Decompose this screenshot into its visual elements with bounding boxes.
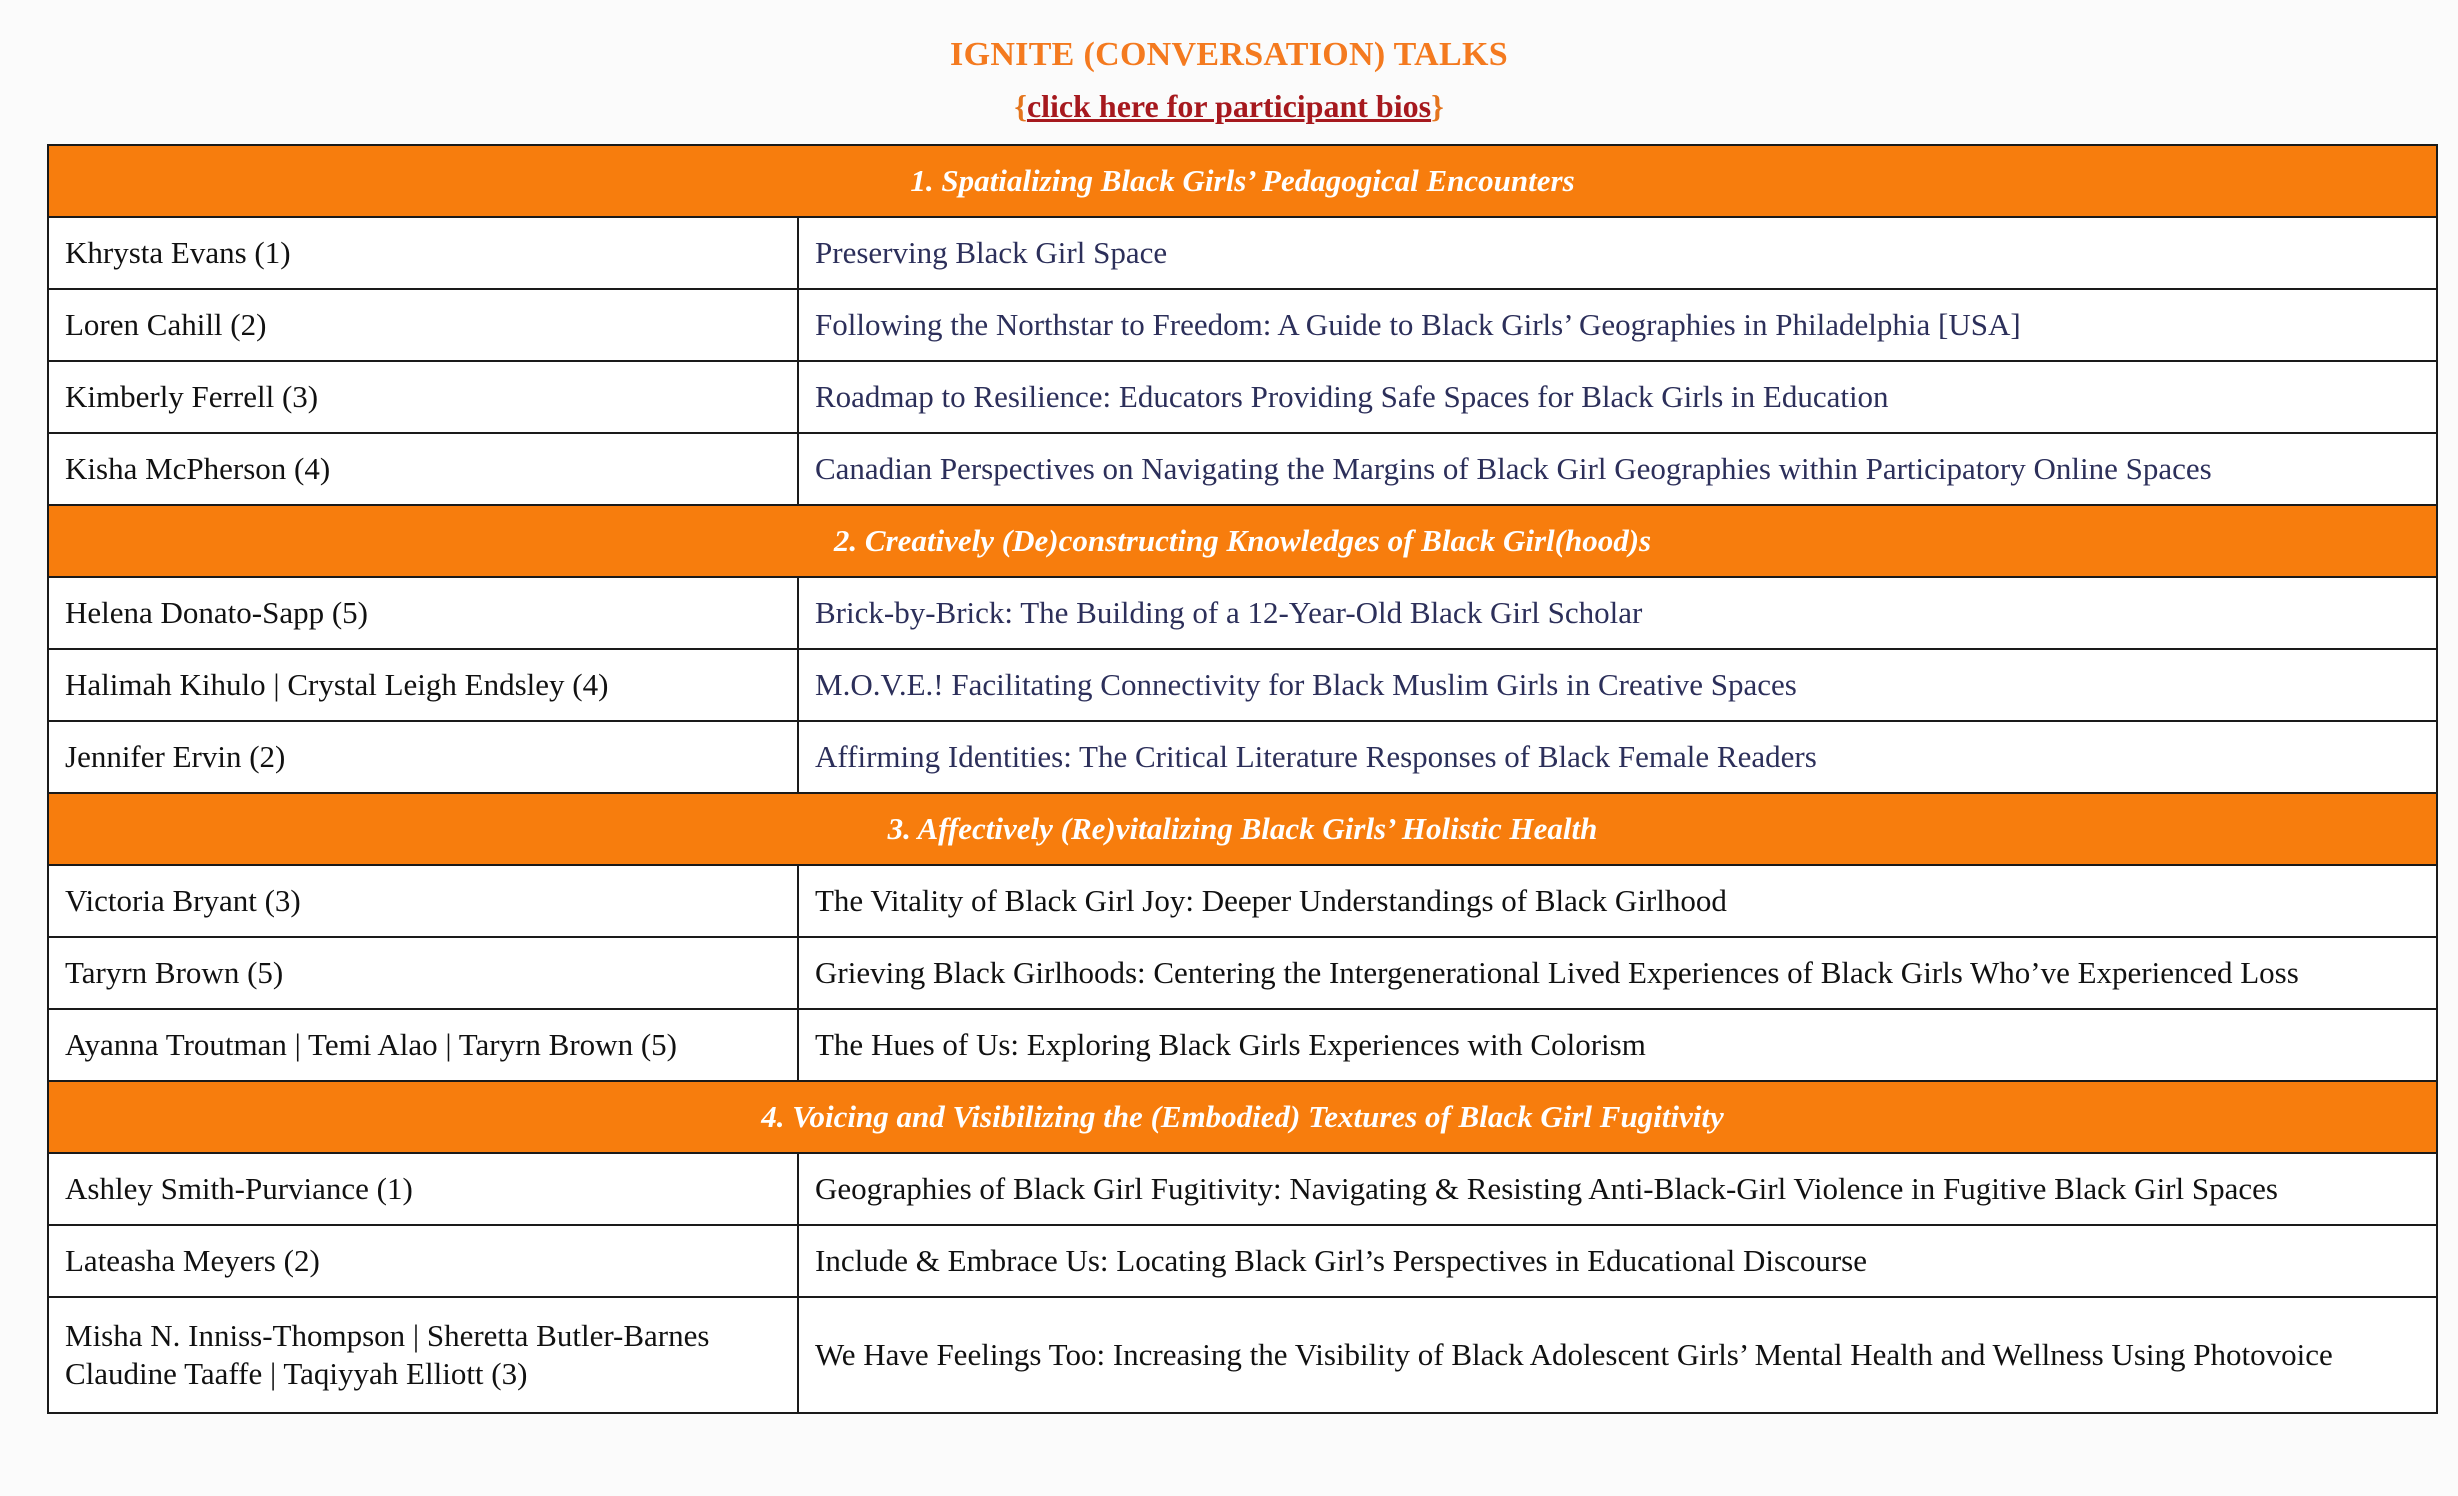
table-row bbox=[48, 721, 2437, 793]
table-row bbox=[48, 433, 2437, 505]
section-header-row bbox=[48, 505, 2437, 577]
table-row bbox=[48, 361, 2437, 433]
section-header-row bbox=[48, 145, 2437, 217]
brace-open: { bbox=[1014, 88, 1027, 124]
table-row bbox=[48, 1225, 2437, 1297]
talk-title-cell: Roadmap to Resilience: Educators Providing Safe Spaces for Black Girls in Education bbox=[798, 361, 2437, 433]
table-row bbox=[48, 649, 2437, 721]
section-heading: 4. Voicing and Visibilizing the (Embodied) Textures of Black Girl Fugitivity bbox=[48, 1081, 2437, 1153]
section-header-row bbox=[48, 793, 2437, 865]
presenter-cell: Victoria Bryant (3) bbox=[48, 865, 798, 937]
table-row bbox=[48, 577, 2437, 649]
presenter-cell: Ashley Smith-Purviance (1) bbox=[48, 1153, 798, 1225]
presenter-cell: Ayanna Troutman | Temi Alao | Taryrn Brown (5) bbox=[48, 1009, 798, 1081]
presenter-cell: Halimah Kihulo | Crystal Leigh Endsley (4) bbox=[48, 649, 798, 721]
presenter-cell: Kimberly Ferrell (3) bbox=[48, 361, 798, 433]
section-heading: 1. Spatializing Black Girls’ Pedagogical Encounters bbox=[48, 145, 2437, 217]
talk-title-cell: M.O.V.E.! Facilitating Connectivity for Black Muslim Girls in Creative Spaces bbox=[798, 649, 2437, 721]
talk-title-cell: We Have Feelings Too: Increasing the Visibility of Black Adolescent Girls’ Mental Health and Wellness Using Photovoice bbox=[798, 1297, 2437, 1413]
presenter-line: Claudine Taaffe | Taqiyyah Elliott (3) bbox=[65, 1356, 528, 1391]
presenter-cell bbox=[48, 1297, 798, 1413]
table-row bbox=[48, 217, 2437, 289]
participant-bios-line bbox=[0, 88, 2458, 125]
table-row bbox=[48, 937, 2437, 1009]
table-row bbox=[48, 289, 2437, 361]
presenter-cell: Kisha McPherson (4) bbox=[48, 433, 798, 505]
talks-table bbox=[47, 144, 2438, 1414]
talk-title-cell: Brick-by-Brick: The Building of a 12-Year-Old Black Girl Scholar bbox=[798, 577, 2437, 649]
presenter-cell: Helena Donato-Sapp (5) bbox=[48, 577, 798, 649]
presenter-line: Misha N. Inniss-Thompson | Sheretta Butler-Barnes bbox=[65, 1318, 710, 1353]
presenter-cell: Khrysta Evans (1) bbox=[48, 217, 798, 289]
talk-title-cell: Include & Embrace Us: Locating Black Girl’s Perspectives in Educational Discourse bbox=[798, 1225, 2437, 1297]
talk-title-cell: Following the Northstar to Freedom: A Guide to Black Girls’ Geographies in Philadelphia [USA] bbox=[798, 289, 2437, 361]
presenter-cell: Lateasha Meyers (2) bbox=[48, 1225, 798, 1297]
talk-title-cell: Affirming Identities: The Critical Literature Responses of Black Female Readers bbox=[798, 721, 2437, 793]
participant-bios-link[interactable]: click here for participant bios bbox=[1026, 88, 1432, 124]
talk-title-cell: The Vitality of Black Girl Joy: Deeper Understandings of Black Girlhood bbox=[798, 865, 2437, 937]
presenter-cell: Taryrn Brown (5) bbox=[48, 937, 798, 1009]
presenter-cell: Jennifer Ervin (2) bbox=[48, 721, 798, 793]
section-heading: 2. Creatively (De)constructing Knowledges of Black Girl(hood)s bbox=[48, 505, 2437, 577]
table-row bbox=[48, 1297, 2437, 1413]
brace-close: } bbox=[1431, 88, 1444, 124]
section-heading: 3. Affectively (Re)vitalizing Black Girls’ Holistic Health bbox=[48, 793, 2437, 865]
page-title: IGNITE (CONVERSATION) TALKS bbox=[950, 36, 1508, 73]
talk-title-cell: Grieving Black Girlhoods: Centering the Intergenerational Lived Experiences of Black Girls Who’ve Experienced Loss bbox=[798, 937, 2437, 1009]
talk-title-cell: Canadian Perspectives on Navigating the Margins of Black Girl Geographies within Participatory Online Spaces bbox=[798, 433, 2437, 505]
talk-title-cell: The Hues of Us: Exploring Black Girls Experiences with Colorism bbox=[798, 1009, 2437, 1081]
section-header-row bbox=[48, 1081, 2437, 1153]
talk-title-cell: Geographies of Black Girl Fugitivity: Navigating & Resisting Anti-Black-Girl Violence in Fugitive Black Girl Spaces bbox=[798, 1153, 2437, 1225]
table-row bbox=[48, 865, 2437, 937]
talk-title-cell: Preserving Black Girl Space bbox=[798, 217, 2437, 289]
presenter-cell: Loren Cahill (2) bbox=[48, 289, 798, 361]
table-row bbox=[48, 1009, 2437, 1081]
table-row bbox=[48, 1153, 2437, 1225]
